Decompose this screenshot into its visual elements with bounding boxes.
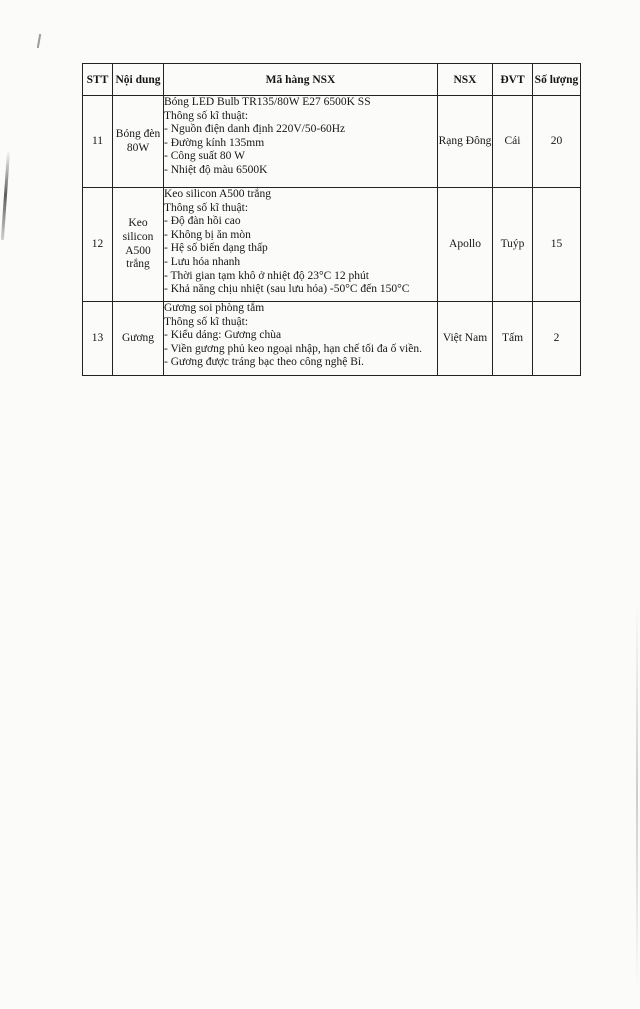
row-nsx: Việt Nam: [438, 302, 493, 376]
table-row: [83, 188, 581, 302]
description-line: - Độ đàn hồi cao: [164, 215, 241, 228]
row-dvt: Cái: [493, 96, 533, 188]
row-stt: 11: [83, 96, 113, 188]
description-line: - Công suất 80 W: [164, 150, 245, 163]
header-nsx: NSX: [438, 64, 493, 96]
description-line: - Hệ số biến dạng thấp: [164, 242, 268, 255]
description-line: - Gương được tráng bạc theo công nghệ Bỉ.: [164, 356, 364, 369]
description-line: - Kiểu dáng: Gương chùa: [164, 329, 282, 342]
row-noi-dung: Keo silicon A500 trắng: [113, 188, 164, 302]
row-so-luong: 20: [533, 96, 581, 188]
header-so-luong: Số lượng: [533, 64, 581, 96]
description-line: - Khả năng chịu nhiệt (sau lưu hóa) -50°C đến 150°C: [164, 283, 410, 296]
row-noi-dung: Gương: [113, 302, 164, 376]
row-nsx: Rạng Đông: [438, 96, 493, 188]
description-line: - Viền gương phủ keo ngoại nhập, hạn chế tối đa ố viền.: [164, 342, 422, 355]
table-row: [83, 96, 581, 188]
description-line: Gương soi phòng tắm: [164, 302, 265, 314]
description-line: Thông số kĩ thuật:: [164, 201, 249, 214]
row-description: [164, 188, 438, 302]
row-description: [164, 302, 438, 376]
row-dvt: Tấm: [493, 302, 533, 376]
row-stt: 12: [83, 188, 113, 302]
description-line: Thông số kĩ thuật:: [164, 109, 249, 122]
table-row: [83, 302, 581, 376]
description-line: - Đường kính 135mm: [164, 136, 265, 149]
row-nsx: Apollo: [438, 188, 493, 302]
description-line: - Lưu hóa nhanh: [164, 255, 241, 268]
header-noi-dung: Nội dung: [113, 64, 164, 96]
row-noi-dung: Bóng đèn 80W: [113, 96, 164, 188]
header-stt: STT: [83, 64, 113, 96]
description-line: - Nguồn điện danh định 220V/50-60Hz: [164, 123, 346, 136]
scan-edge-shadow-left: [1, 150, 10, 240]
row-stt: 13: [83, 302, 113, 376]
scan-edge-shadow-right: [636, 600, 638, 990]
row-so-luong: 2: [533, 302, 581, 376]
row-dvt: Tuýp: [493, 188, 533, 302]
header-dvt: ĐVT: [493, 64, 533, 96]
description-line: Bóng LED Bulb TR135/80W E27 6500K SS: [164, 96, 371, 108]
scan-edge-mark-top: [37, 34, 41, 48]
header-ma-hang: Mã hàng NSX: [164, 64, 438, 96]
description-line: - Thời gian tạm khô ở nhiệt độ 23°C 12 phút: [164, 269, 370, 282]
product-table: [82, 63, 581, 376]
row-so-luong: 15: [533, 188, 581, 302]
description-line: Thông số kĩ thuật:: [164, 315, 249, 328]
row-description: [164, 96, 438, 188]
description-line: Keo silicon A500 trắng: [164, 188, 271, 200]
description-line: - Nhiệt độ màu 6500K: [164, 163, 268, 176]
description-line: - Không bị ăn mòn: [164, 228, 251, 241]
table-header-row: [83, 64, 581, 96]
